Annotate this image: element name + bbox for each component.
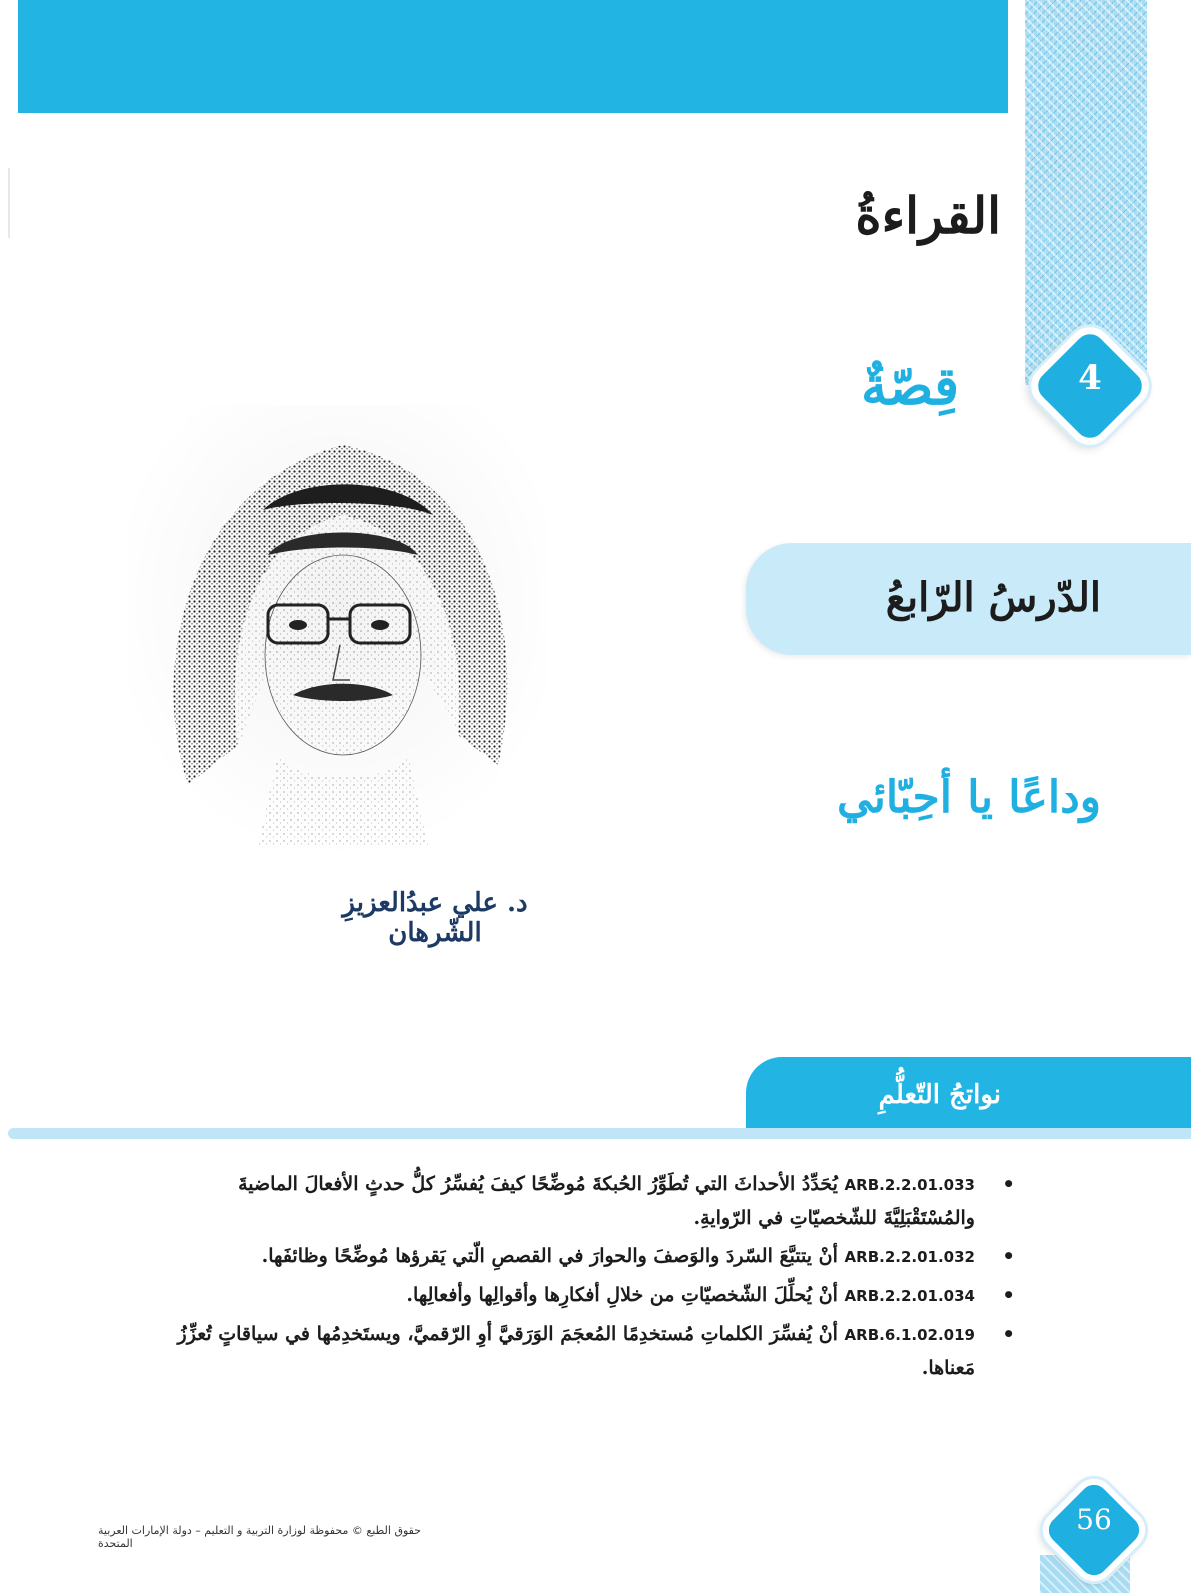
- story-title: وداعًا يا أحِبّائي: [836, 772, 1101, 823]
- outcome-text: أنْ يتتبَّعَ السّردَ والوَصفَ والحوارَ في القصصِ الّتي يَقرؤها مُوضِّحًا وظائفَها.: [261, 1245, 838, 1267]
- outcome-code: ARB.2.2.01.032: [844, 1248, 975, 1266]
- section-title: القراءةُ: [855, 186, 1001, 245]
- header-band: [18, 0, 1008, 113]
- bullet-icon: •: [1002, 1172, 1015, 1196]
- outcome-item: [165, 1318, 1015, 1385]
- outcomes-list: [165, 1168, 1015, 1390]
- outcome-code: ARB.2.2.01.034: [844, 1287, 975, 1305]
- page-number: 56: [1076, 1503, 1112, 1536]
- outcome-item: [165, 1279, 1015, 1313]
- bullet-icon: •: [1002, 1322, 1015, 1346]
- outcomes-heading: نواتجُ التّعلُّمِ: [878, 1080, 1001, 1110]
- outcomes-divider: [8, 1128, 1191, 1139]
- author-name: د. علي عبدُالعزيزِ الشّرهان: [342, 888, 528, 948]
- unit-number: 4: [1078, 358, 1102, 398]
- margin-rule: [8, 168, 10, 238]
- outcome-item: [165, 1240, 1015, 1274]
- outcome-text: يُحَدِّدُ الأحداثَ التي تُطَوِّرُ الحُبكةَ مُوضِّحًا كيفَ يُفسِّرُ كلُّ حدثٍ الأفعالَ الماضيةَ والمُسْتَقْبَلِيَّةَ للشّخصيّاتِ في الرّوايةِ.: [238, 1173, 975, 1229]
- outcome-item: [165, 1168, 1015, 1235]
- outcome-code: ARB.2.2.01.033: [844, 1176, 975, 1194]
- bullet-icon: •: [1002, 1283, 1015, 1307]
- lesson-title: الدّرسُ الرّابعُ: [885, 574, 1101, 621]
- author-portrait: [128, 405, 548, 875]
- outcome-text: أنْ يُحلِّلَ الشّخصيّاتِ من خلالِ أفكارِها وأقوالِها وأفعالِها.: [406, 1284, 838, 1306]
- copyright-notice: حقوق الطبع © محفوظة لوزارة التربية و التعليم – دولة الإمارات العربية المتحدة: [98, 1524, 422, 1550]
- outcome-code: ARB.6.1.02.019: [844, 1326, 975, 1344]
- bullet-icon: •: [1002, 1244, 1015, 1268]
- outcome-text: أنْ يُفسِّرَ الكلماتِ مُستخدِمًا المُعجَمَ الوَرَقيَّ أوِ الرّقميَّ، ويستَخدِمُها في سياقاتٍ تُعزِّزُ مَعناها.: [177, 1323, 975, 1379]
- unit-title: قِصّةٌ: [861, 356, 959, 417]
